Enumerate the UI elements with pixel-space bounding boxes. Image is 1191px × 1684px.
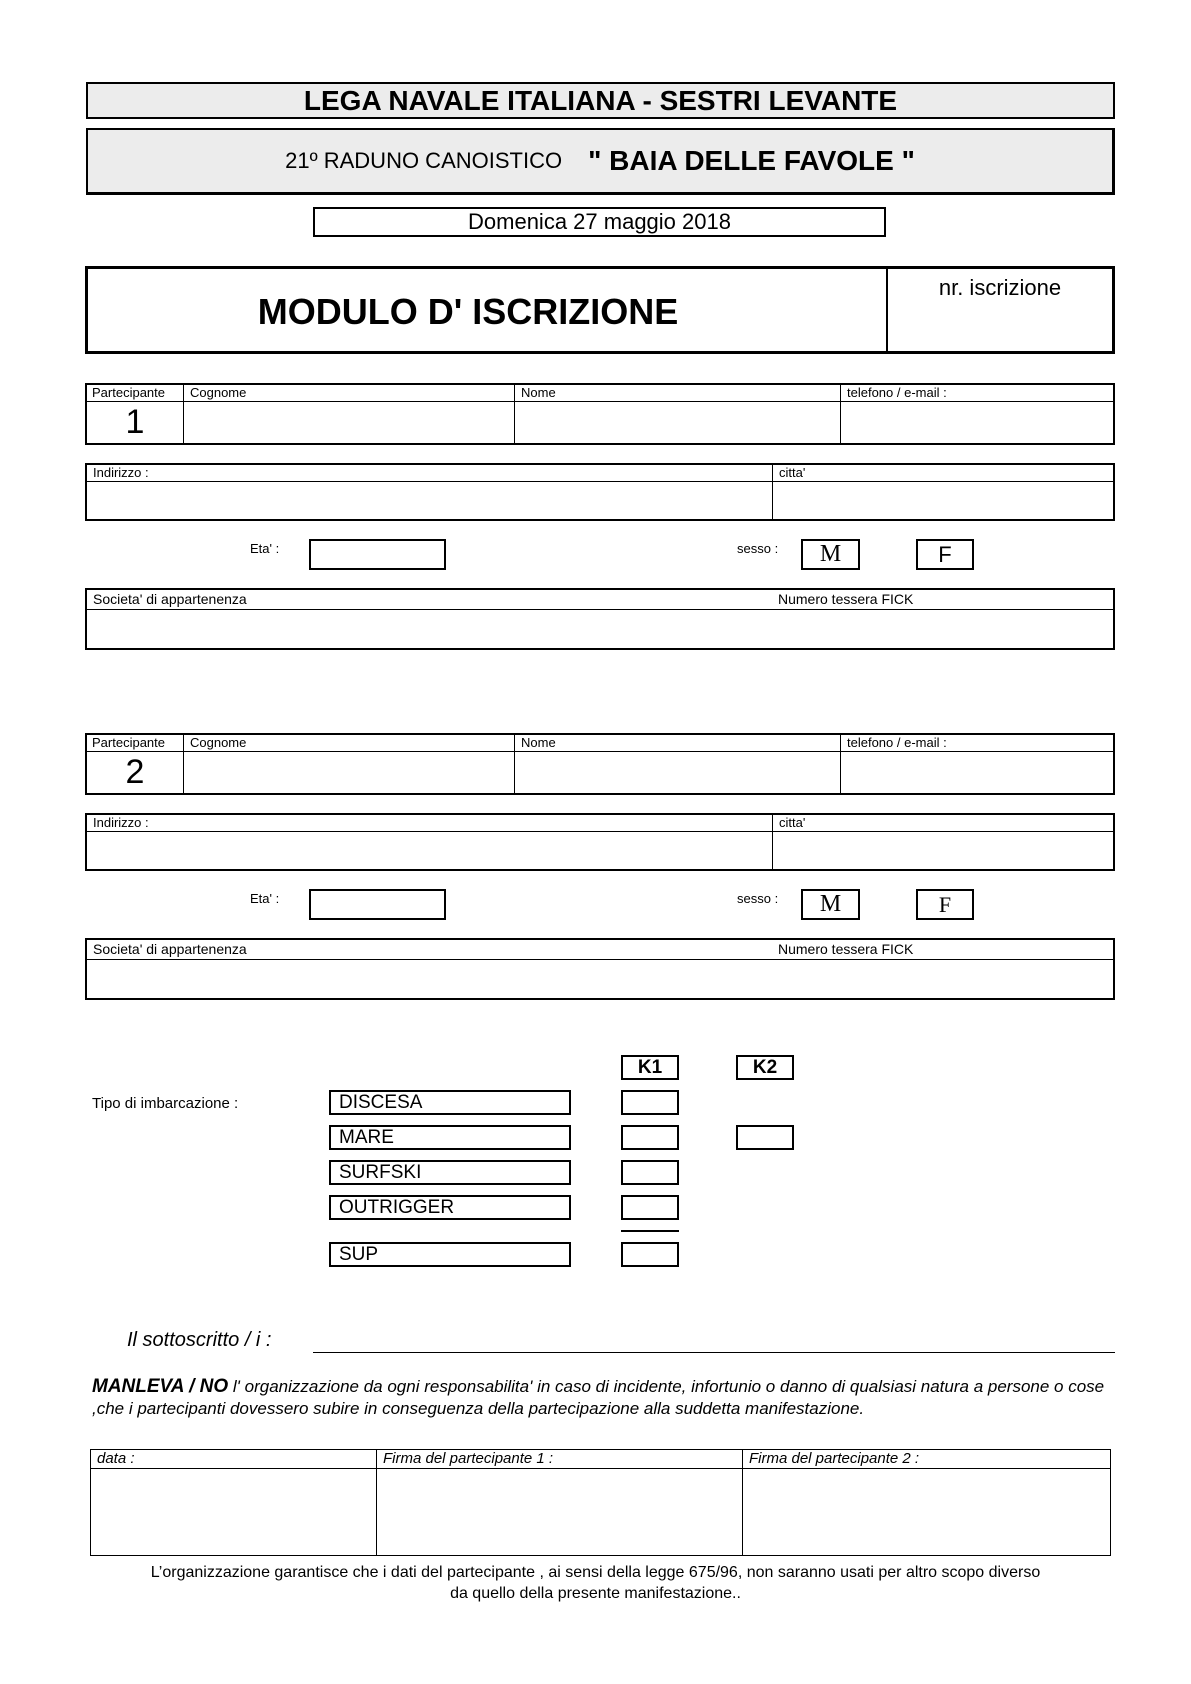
privacy-line-2: da quello della presente manifestazione.. bbox=[450, 1585, 741, 1602]
event-name: " BAIA DELLE FAVOLE " bbox=[588, 145, 915, 176]
sex-f-label: F bbox=[938, 891, 952, 917]
city-field[interactable] bbox=[773, 482, 1113, 519]
contact-label: telefono / e-mail : bbox=[847, 385, 947, 400]
sex-m-checkbox[interactable] bbox=[801, 889, 860, 920]
contact-field[interactable] bbox=[841, 752, 1113, 793]
surname-label: Cognome bbox=[190, 385, 247, 400]
sign1-field[interactable] bbox=[377, 1469, 742, 1555]
boat-option-label: SURFSKI bbox=[339, 1161, 422, 1183]
participant-2-section bbox=[0, 733, 1191, 1003]
waiver-text bbox=[92, 1376, 1117, 1420]
age-label: Eta' : bbox=[250, 541, 280, 556]
sex-m-label: M bbox=[819, 891, 842, 917]
k2-label: K2 bbox=[752, 1056, 778, 1078]
participant-label: Partecipante bbox=[92, 735, 165, 750]
participant-1-club-table bbox=[85, 588, 1115, 650]
age-field[interactable] bbox=[309, 889, 446, 920]
city-label: citta' bbox=[779, 465, 806, 480]
club-label: Societa' di appartenenza bbox=[93, 591, 247, 607]
signature-table bbox=[90, 1449, 1111, 1556]
form-title: MODULO D' ISCRIZIONE bbox=[257, 291, 679, 332]
participant-2-club-table bbox=[85, 938, 1115, 1000]
surfski-k1-checkbox[interactable] bbox=[621, 1160, 679, 1185]
participant-number-cell bbox=[87, 752, 183, 793]
participant-label: Partecipante bbox=[92, 385, 165, 400]
address-label: Indirizzo : bbox=[93, 465, 149, 480]
k1-label: K1 bbox=[637, 1056, 663, 1078]
participant-2-name-table bbox=[85, 733, 1115, 795]
mare-k1-checkbox[interactable] bbox=[621, 1125, 679, 1150]
registration-number-label: nr. iscrizione bbox=[938, 275, 1062, 300]
name-label: Nome bbox=[521, 735, 556, 750]
card-label: Numero tessera FICK bbox=[778, 941, 914, 957]
boat-option-discesa bbox=[329, 1090, 571, 1115]
sign2-field[interactable] bbox=[743, 1469, 1110, 1555]
outrigger-k1-checkbox[interactable] bbox=[621, 1195, 679, 1220]
name-label: Nome bbox=[521, 385, 556, 400]
surname-label: Cognome bbox=[190, 735, 247, 750]
boat-option-label: SUP bbox=[339, 1243, 379, 1265]
address-field[interactable] bbox=[87, 832, 772, 869]
event-date: Domenica 27 maggio 2018 bbox=[468, 209, 731, 234]
address-field[interactable] bbox=[87, 482, 772, 519]
sign2-label: Firma del partecipante 2 : bbox=[749, 1450, 920, 1467]
privacy-line-1: L’organizzazione garantisce che i dati del partecipante , ai sensi della legge 675/96, non saranno usati per altro scopo diverso bbox=[150, 1564, 1041, 1581]
registration-number-cell[interactable] bbox=[888, 269, 1112, 351]
boat-option-label: DISCESA bbox=[339, 1091, 423, 1113]
city-field[interactable] bbox=[773, 832, 1113, 869]
form-title-cell bbox=[88, 269, 888, 351]
boat-option-sup bbox=[329, 1242, 571, 1267]
separator-line bbox=[621, 1230, 679, 1232]
participant-2-address-table bbox=[85, 813, 1115, 871]
club-field[interactable] bbox=[87, 960, 772, 998]
address-label: Indirizzo : bbox=[93, 815, 149, 830]
age-label: Eta' : bbox=[250, 891, 280, 906]
boat-type-label: Tipo di imbarcazione : bbox=[92, 1095, 239, 1112]
sign1-label: Firma del partecipante 1 : bbox=[383, 1450, 554, 1467]
event-box bbox=[86, 128, 1115, 195]
sex-f-checkbox[interactable] bbox=[916, 539, 974, 570]
age-field[interactable] bbox=[309, 539, 446, 570]
name-field[interactable] bbox=[515, 752, 840, 793]
sex-label: sesso : bbox=[737, 541, 779, 556]
boat-option-label: OUTRIGGER bbox=[339, 1196, 455, 1218]
sex-f-label: F bbox=[938, 541, 952, 567]
org-title-box bbox=[86, 82, 1115, 119]
participant-1-address-table bbox=[85, 463, 1115, 521]
name-field[interactable] bbox=[515, 402, 840, 443]
form-title-box bbox=[85, 266, 1115, 354]
boat-option-outrigger bbox=[329, 1195, 571, 1220]
surname-field[interactable] bbox=[184, 402, 514, 443]
waiver-bold: MANLEVA / NO bbox=[92, 1376, 229, 1397]
surname-field[interactable] bbox=[184, 752, 514, 793]
discesa-k1-checkbox[interactable] bbox=[621, 1090, 679, 1115]
mare-k2-checkbox[interactable] bbox=[736, 1125, 794, 1150]
date-label: data : bbox=[97, 1450, 135, 1467]
date-field[interactable] bbox=[91, 1469, 376, 1555]
club-field[interactable] bbox=[87, 610, 772, 648]
sex-m-label: M bbox=[819, 541, 842, 567]
participant-1-section bbox=[0, 383, 1191, 653]
boat-option-label: MARE bbox=[339, 1126, 394, 1148]
card-label: Numero tessera FICK bbox=[778, 591, 914, 607]
participant-1-name-table bbox=[85, 383, 1115, 445]
event-prefix: 21º RADUNO CANOISTICO bbox=[285, 148, 563, 173]
sup-k1-checkbox[interactable] bbox=[621, 1242, 679, 1267]
contact-field[interactable] bbox=[841, 402, 1113, 443]
undersigned-line[interactable] bbox=[313, 1352, 1115, 1353]
participant-number: 1 bbox=[125, 403, 145, 441]
k2-header bbox=[736, 1055, 794, 1080]
org-title: LEGA NAVALE ITALIANA - SESTRI LEVANTE bbox=[303, 84, 898, 116]
sex-f-checkbox[interactable] bbox=[916, 889, 974, 920]
participant-number: 2 bbox=[125, 753, 145, 791]
boat-option-mare bbox=[329, 1125, 571, 1150]
card-field[interactable] bbox=[773, 610, 1113, 648]
contact-label: telefono / e-mail : bbox=[847, 735, 947, 750]
privacy-note bbox=[60, 1562, 1131, 1604]
k1-header bbox=[621, 1055, 679, 1080]
city-label: citta' bbox=[779, 815, 806, 830]
boat-option-surfski bbox=[329, 1160, 571, 1185]
undersigned-label: Il sottoscritto / i : bbox=[127, 1329, 272, 1351]
sex-m-checkbox[interactable] bbox=[801, 539, 860, 570]
event-date-box bbox=[313, 207, 886, 237]
waiver-body: l' organizzazione da ogni responsabilita' in caso di incidente, infortunio o danno di qualsiasi natura a persone o cose ,che i partecipanti dovessero subire in conseguenza della partecipazione alla suddetta manifestazione. bbox=[92, 1377, 1105, 1418]
sex-label: sesso : bbox=[737, 891, 779, 906]
club-label: Societa' di appartenenza bbox=[93, 941, 247, 957]
participant-number-cell bbox=[87, 402, 183, 443]
card-field[interactable] bbox=[773, 960, 1113, 998]
